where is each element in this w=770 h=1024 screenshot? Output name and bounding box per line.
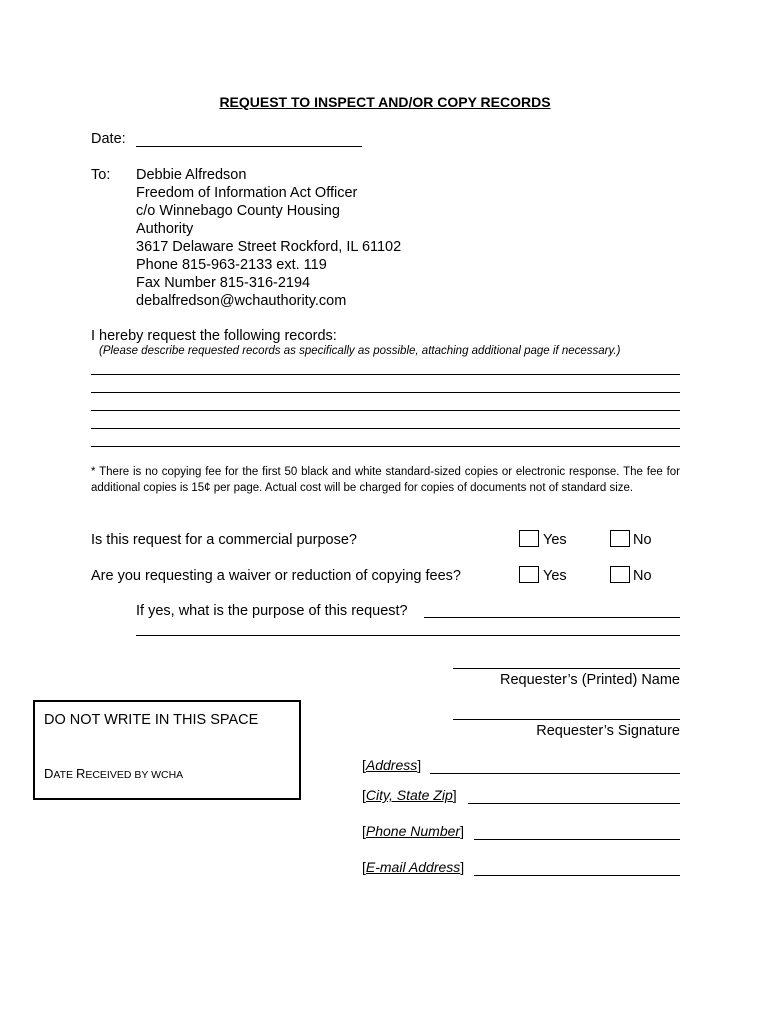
- request-instructions: (Please describe requested records as specifically as possible, attaching additional page if necessary.): [99, 345, 621, 357]
- waiver-no-checkbox[interactable]: [610, 566, 630, 583]
- phone-field-label: Phone Number: [365, 823, 461, 839]
- bracket: ]: [460, 823, 464, 839]
- to-label: To:: [91, 167, 111, 183]
- purpose-label: If yes, what is the purpose of this request?: [136, 603, 408, 619]
- signature-label: Requester’s Signature: [536, 723, 680, 739]
- date-received-label: [44, 766, 183, 781]
- commercial-yes-checkbox[interactable]: [519, 530, 539, 547]
- printed-name-label: Requester’s (Printed) Name: [500, 672, 680, 688]
- bracket: ]: [417, 757, 422, 773]
- recipient-address: [136, 166, 401, 310]
- address-line: Debbie Alfredson: [136, 167, 247, 183]
- address-line: 3617 Delaware Street Rockford, IL 61102: [136, 239, 402, 255]
- date-received-small: ATE: [53, 769, 76, 781]
- fee-note-text: There is no copying fee for the first 50 black and white standard-sized copies or electronic response. The fee for additional copies is 15¢ per page. Actual cost will be charged for copies of documents not of standard size.: [91, 466, 680, 494]
- bracket: [: [362, 787, 366, 803]
- office-use-title: DO NOT WRITE IN THIS SPACE: [44, 712, 259, 728]
- waiver-no-label: No: [633, 568, 652, 584]
- phone-field: [362, 823, 464, 839]
- signature-line[interactable]: [453, 719, 680, 720]
- fee-note-asterisk: *: [91, 466, 96, 478]
- city-line-input[interactable]: [468, 803, 680, 804]
- city-field: [362, 787, 457, 803]
- bracket: [: [362, 823, 366, 839]
- waiver-yes-checkbox[interactable]: [519, 566, 539, 583]
- commercial-no-label: No: [633, 532, 652, 548]
- waiver-yes-label: Yes: [543, 568, 567, 584]
- city-field-label: City, State Zip: [365, 787, 453, 803]
- address-line: Freedom of Information Act Officer: [136, 185, 358, 201]
- address-line: debalfredson@wchauthority.com: [136, 293, 347, 309]
- date-field-line[interactable]: [136, 146, 362, 147]
- purpose-line-1[interactable]: [424, 617, 680, 618]
- address-field-label: Address: [365, 757, 418, 773]
- address-line: Phone 815-963-2133 ext. 119: [136, 257, 327, 273]
- bracket: [: [362, 859, 366, 875]
- bracket: [: [362, 757, 366, 773]
- request-line-5[interactable]: [91, 446, 680, 447]
- commercial-yes-label: Yes: [543, 532, 567, 548]
- request-line-4[interactable]: [91, 428, 680, 429]
- question-commercial: Is this request for a commercial purpose?: [91, 532, 357, 548]
- request-label: I hereby request the following records:: [91, 328, 337, 344]
- request-line-1[interactable]: [91, 374, 680, 375]
- fee-note: [91, 464, 680, 496]
- date-received-small: ECEIVED BY WCHA: [85, 769, 184, 781]
- bracket: ]: [460, 859, 465, 875]
- phone-line-input[interactable]: [474, 839, 680, 840]
- address-line-input[interactable]: [430, 773, 680, 774]
- date-received-cap: D: [44, 766, 54, 781]
- request-line-3[interactable]: [91, 410, 680, 411]
- bracket: ]: [452, 787, 457, 803]
- date-received-cap: R: [75, 766, 86, 781]
- printed-name-line[interactable]: [453, 668, 680, 669]
- email-field-label: E-mail Address: [365, 859, 461, 875]
- purpose-line-2[interactable]: [136, 635, 680, 636]
- office-use-box: [33, 700, 301, 800]
- form-title: REQUEST TO INSPECT AND/OR COPY RECORDS: [219, 94, 551, 110]
- address-line: c/o Winnebago County Housing: [136, 203, 340, 219]
- address-field: [362, 757, 421, 773]
- address-line: Authority: [136, 221, 194, 237]
- request-line-2[interactable]: [91, 392, 680, 393]
- commercial-no-checkbox[interactable]: [610, 530, 630, 547]
- email-field: [362, 859, 464, 875]
- address-line: Fax Number 815-316-2194: [136, 275, 311, 291]
- email-line-input[interactable]: [474, 875, 680, 876]
- question-waiver: Are you requesting a waiver or reduction of copying fees?: [91, 568, 461, 584]
- date-label: Date:: [91, 131, 126, 147]
